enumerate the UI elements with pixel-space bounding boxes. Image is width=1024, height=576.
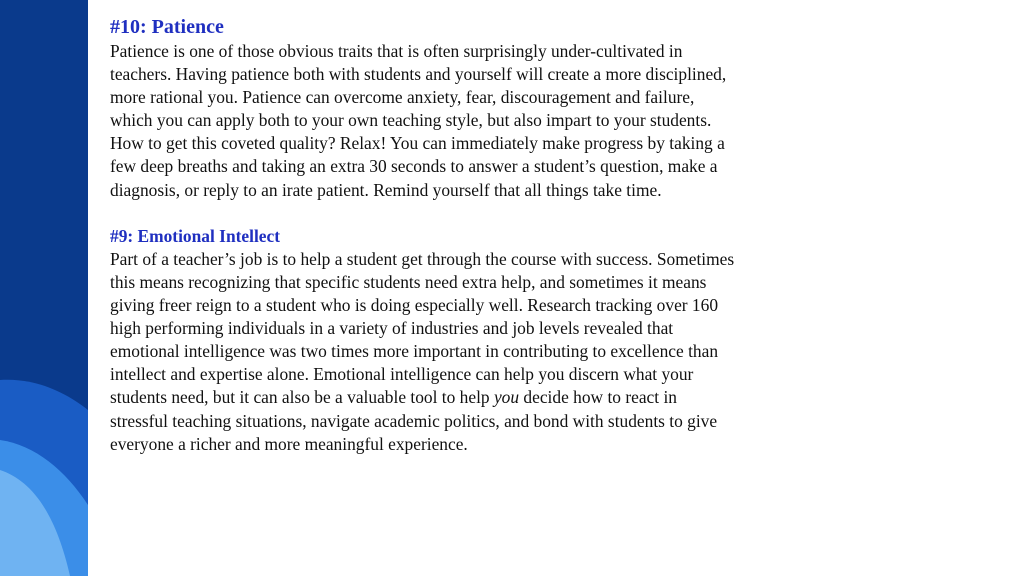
body-text-part: decide how to react in stressful teaching situations, navigate academic politics, and bond with students to give everyone a richer and more meaningful experience. bbox=[110, 387, 718, 454]
wave-decoration-graphic bbox=[0, 0, 88, 576]
decorative-side-band bbox=[0, 0, 88, 576]
body-emphasis: you bbox=[493, 387, 520, 408]
section-body: Patience is one of those obvious traits that is often surprisingly under-cultivated in teachers. Having patience both with students and yourself will create a more disciplined, more rational you. Patience can overcome anxiety, fear, discouragement and failure, which you can apply both to your own teaching style, but also impart to your students. How to get this coveted quality? Relax! You can immediately make progress by taking a few deep breaths and taking an extra 30 seconds to answer a student’s question, make a diagnosis, or reply to an irate patient. Remind yourself that all things take time. bbox=[110, 41, 727, 200]
section-body bbox=[110, 248, 810, 456]
section-heading: #10: Patience bbox=[110, 16, 224, 38]
section-emotional-intellect bbox=[110, 225, 810, 456]
slide-content bbox=[110, 14, 810, 456]
body-text-part: Part of a teacher’s job is to help a student get through the course with success. Sometimes this means recognizing that specific students need extra help, and sometimes it means giving freer reign to a student who is doing especially well. Research tracking over 160 high performing individuals in a variety of industries and job levels revealed that emotional intelligence was two times more important in contributing to excellence than intellect and expertise alone. Emotional intelligence can help you discern what your students need, but it can also be a valuable tool to help bbox=[110, 248, 735, 408]
section-heading: #9: Emotional Intellect bbox=[110, 225, 281, 246]
section-patience bbox=[110, 14, 810, 202]
